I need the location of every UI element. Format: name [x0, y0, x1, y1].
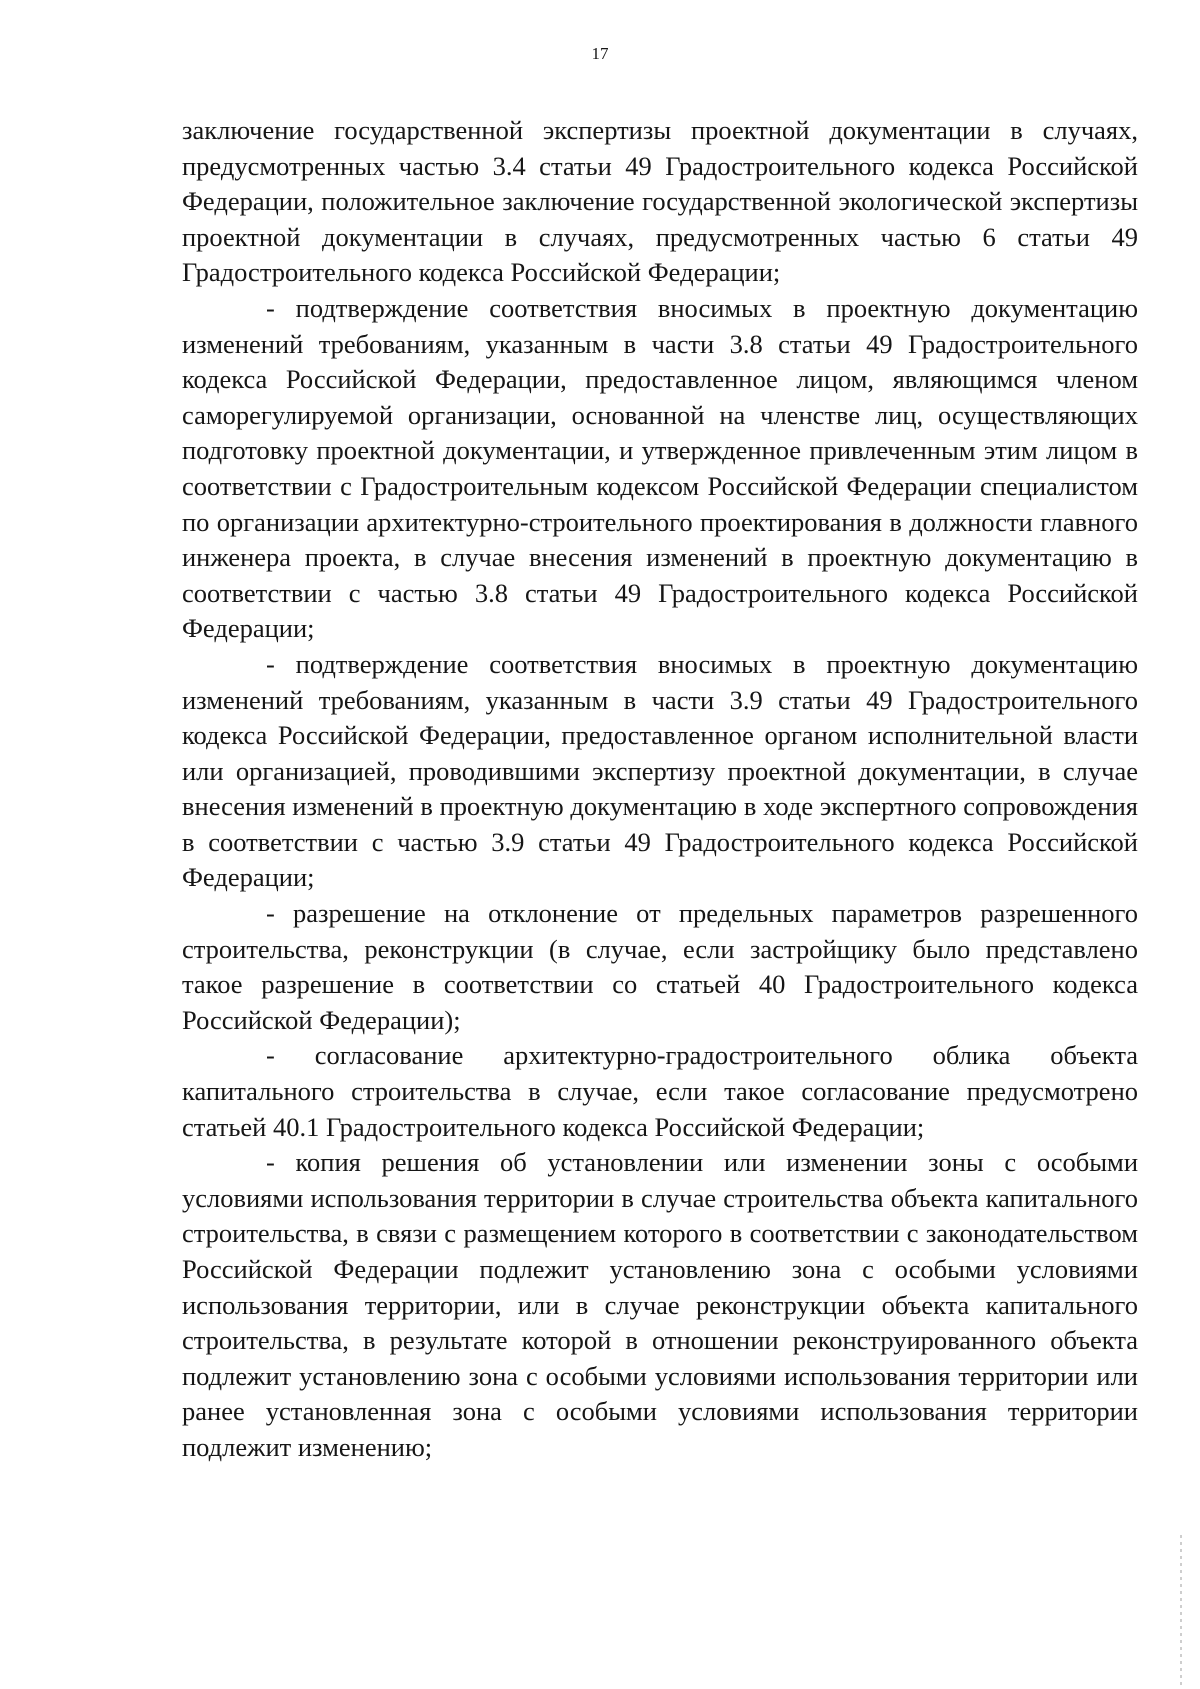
list-item-design-changes-3-9: - подтверждение соответствия вносимых в проектную документацию изменений требованиям, указанным в части 3.9 статьи 49 Градостроительного кодекса Российской Федерации, предоставленное органом исполнительной власти или организацией, проводившими экспертизу проектной документации, в случае внесения изменений в проектную документацию в ходе экспертного сопровождения в соответствии с частью 3.9 статьи 49 Градостроительного кодекса Российской Федерации; — [182, 648, 1138, 893]
list-item-deviation-permit: - разрешение на отклонение от предельных параметров разрешенного строительства, реконструкции (в случае, если застройщику было представлено такое разрешение в соответствии со статьей 40 Градостроительного кодекса Российской Федерации); — [182, 898, 1138, 1035]
scan-edge-mark — [1180, 1535, 1182, 1685]
list-item-design-changes-3-8: - подтверждение соответствия вносимых в проектную документацию изменений требованиям, указанным в части 3.8 статьи 49 Градостроительного кодекса Российской Федерации, предоставленное лицом, являющимся членом саморегулируемой организации, основанной на членстве лиц, осуществляющих подготовку проектной документации, и утвержденное привлеченным этим лицом в соответствии с Градостроительным кодексом Российской Федерации специалистом по организации архитектурно-строительного проектирования в должности главного инженера проекта, в случае внесения изменений в проектную документацию в соответствии с частью 3.8 статьи 49 Градостроительного кодекса Российской Федерации; — [182, 292, 1138, 644]
list-item-special-zone-decision: - копия решения об установлении или изменении зоны с особыми условиями использования территории в случае строительства объекта капитального строительства, в связи с размещением которого в соответствии с законодательством Российской Федерации подлежит установлению зона с особыми условиями использования территории, или в случае реконструкции объекта капитального строительства, в результате которой в отношении реконструированного объекта подлежит установлению зона с особыми условиями использования территории или ранее установленная зона с особыми условиями использования территории подлежит изменению; — [182, 1147, 1138, 1462]
paragraph-continuation: заключение государственной экспертизы проектной документации в случаях, предусмотренных частью 3.4 статьи 49 Градостроительного кодекса Российской Федерации, положительное заключение государственной экологической экспертизы проектной документации в случаях, предусмотренных частью 6 статьи 49 Градостроительного кодекса Российской Федерации; — [182, 115, 1138, 288]
document-body — [182, 113, 1138, 1466]
list-item-architectural-approval: - согласование архитектурно-градостроительного облика объекта капитального строительства в случае, если такое согласование предусмотрено статьей 40.1 Градостроительного кодекса Российской Федерации; — [182, 1040, 1138, 1142]
page-number: 17 — [591, 44, 609, 63]
